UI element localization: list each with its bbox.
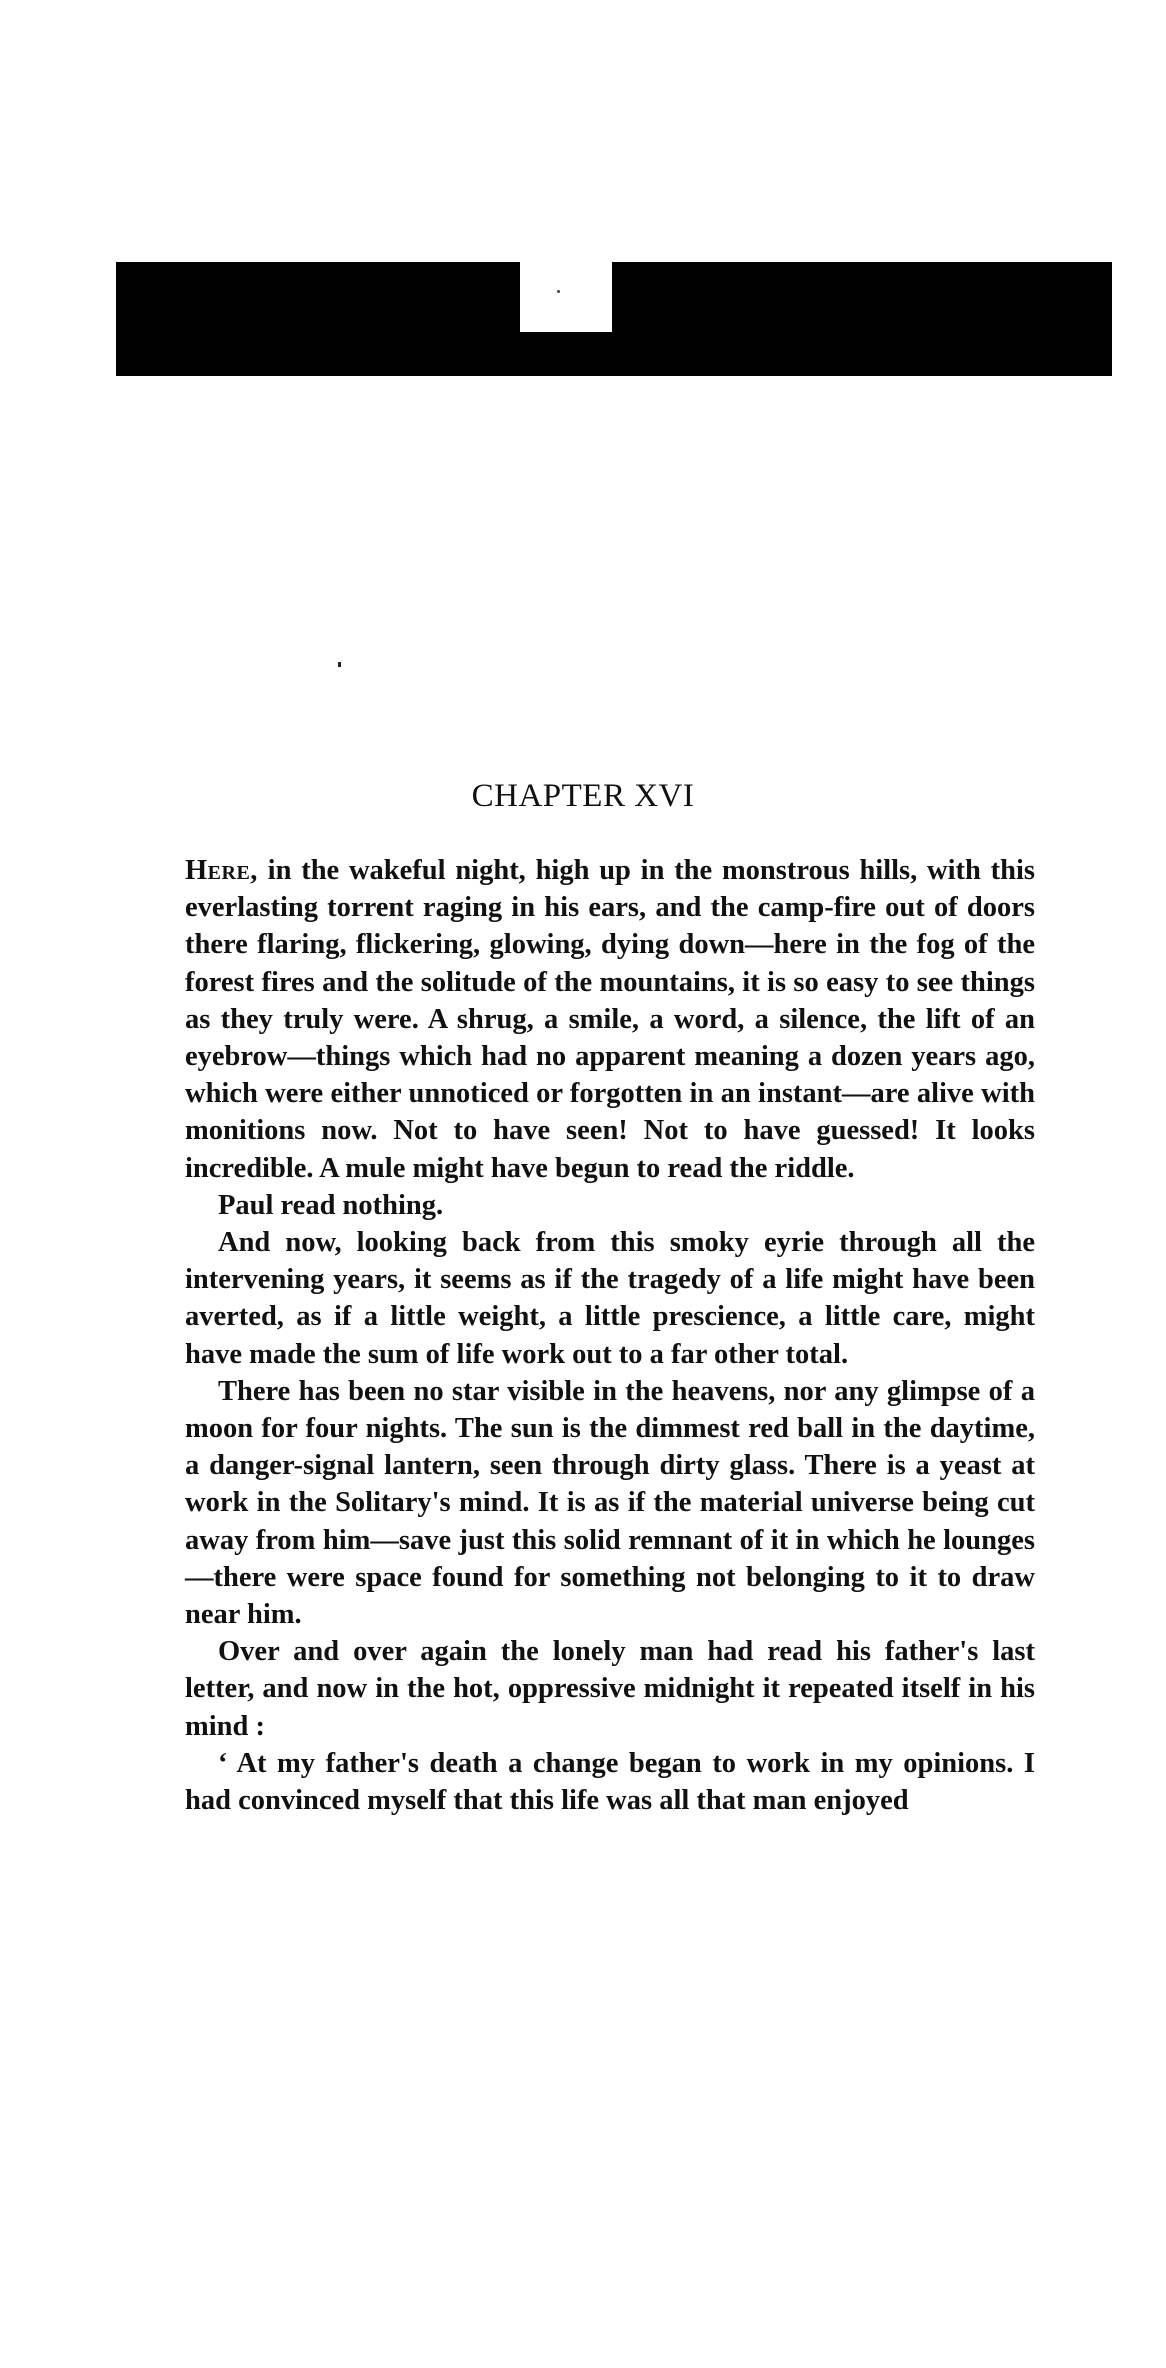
paragraph-2: Paul read nothing. (218, 1189, 444, 1221)
chapter-title: CHAPTER XVI (471, 778, 695, 814)
paragraph-text: in the wakeful night, high up in the monstrous hills, with this everlasting torrent raging in his ears, and the camp-fire out of doors there flaring, flickering, glowing, dying down—here in the fog of the forest fires and the solitude of the mountains, it is so easy to see things as they truly were. A shrug, a smile, a word, a silence, the lift of an eyebrow—things which had no apparent meaning a dozen years ago, which were either unnoticed or forgotten in an instant—are alive with monitions now. Not to have seen! Not to have guessed! It looks incredible. A mule might have begun to read the riddle. (185, 855, 1035, 1184)
stray-mark (338, 662, 341, 667)
paragraph-4: There has been no star visible in the heavens, nor any glimpse of a moon for four nights. The sun is the dimmest red ball in the daytime, a danger-signal lantern, seen through dirty glass. There is a yeast at work in the Solitary's mind. It is as if the material universe being cut away from him—save just this solid remnant of it in which he lounges—there were space found for something not belonging to it to draw near him. (185, 1375, 1035, 1631)
paragraph-1 (185, 852, 1035, 1187)
header-band (116, 262, 1112, 376)
chapter-body (185, 852, 1035, 1819)
paragraph-6: ‘ At my father's death a change began to work in my opinions. I had convinced myself that this life was all that man enjoyed (185, 1747, 1035, 1817)
header-notch (520, 262, 612, 332)
paragraph-5: Over and over again the lonely man had read his father's last letter, and now in the hot, oppressive midnight it repeated itself in his mind : (185, 1636, 1035, 1742)
paragraph-3: And now, looking back from this smoky eyrie through all the intervening years, it seems as if the tragedy of a life might have been averted, as if a little weight, a little prescience, a little care, might have made the sum of life work out to a far other total. (185, 1227, 1035, 1370)
paragraph-lead-word: Here, (185, 855, 258, 886)
notch-mark (557, 290, 560, 293)
